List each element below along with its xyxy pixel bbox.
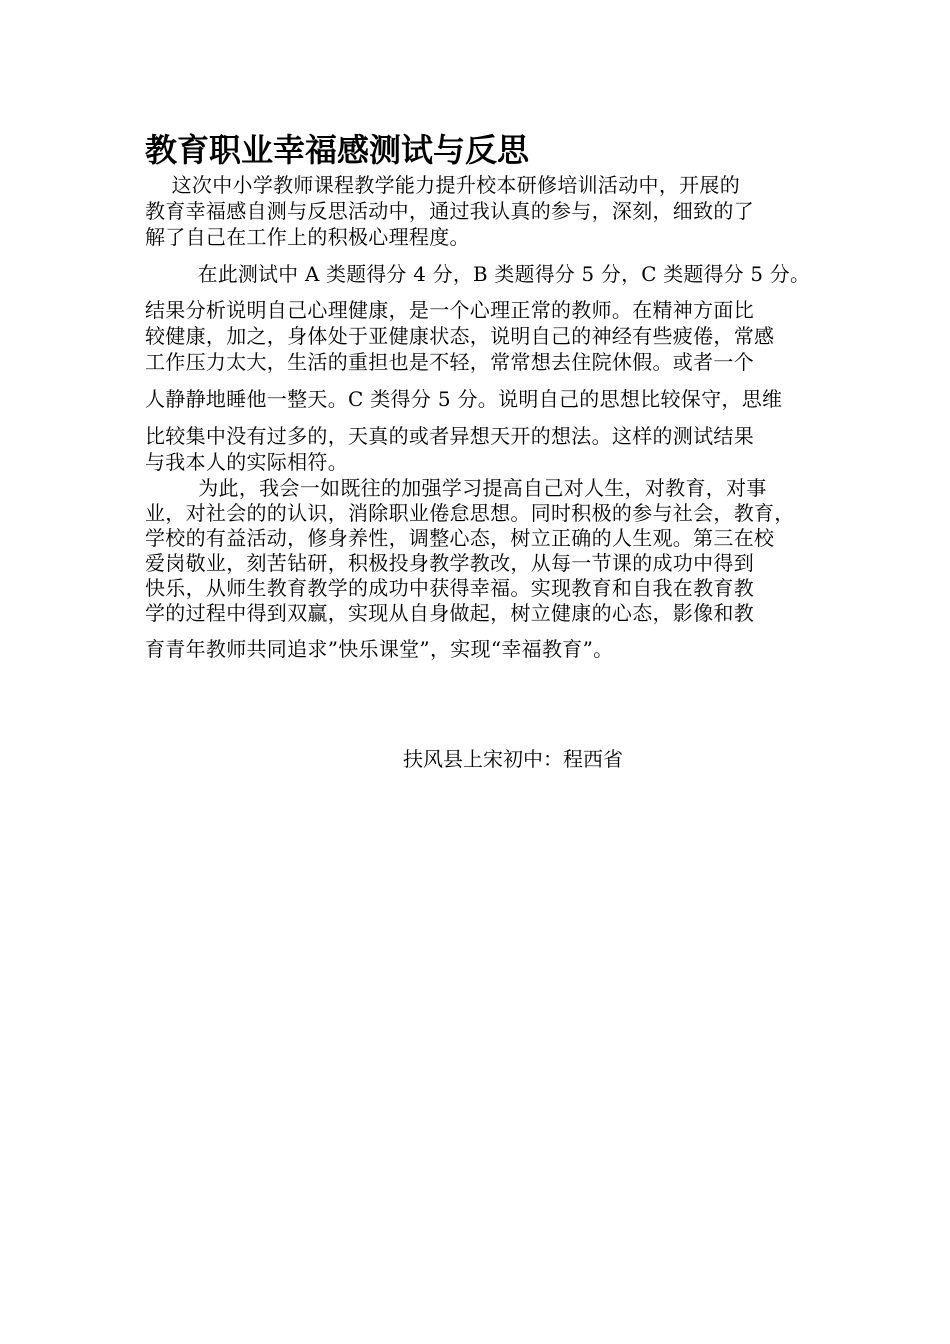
body-line-15: 快乐，从师生教育教学的成功中获得幸福。实现教育和自我在教育教: [145, 576, 754, 600]
body-line-1: 这次中小学教师课程教学能力提升校本研修培训活动中，开展的: [145, 173, 741, 197]
body-line-12: 业，对社会的的认识，消除职业倦怠思想。同时积极的参与社会，教育，: [145, 501, 795, 525]
body-line-4: 在此测试中 A 类题得分 4 分，B 类题得分 5 分，C 类题得分 5 分。: [145, 262, 811, 286]
body-line-8: 人静静地睡他一整天。C 类得分 5 分。说明自己的思想比较保守，思维: [145, 387, 783, 411]
body-line-17: 育青年教师共同追求”快乐课堂”，实现“幸福教育”。: [145, 637, 614, 661]
body-line-2: 教育幸福感自测与反思活动中，通过我认真的参与，深刻，细致的了: [145, 199, 754, 223]
document-title: 教育职业幸福感测试与反思: [145, 131, 530, 169]
body-line-13: 学校的有益活动，修身养性，调整心态，树立正确的人生观。第三在校: [145, 526, 775, 550]
body-line-10: 与我本人的实际相符。: [145, 450, 348, 474]
body-line-14: 爱岗敬业，刻苦钻研，积极投身教学教改，从每一节课的成功中得到: [145, 551, 754, 575]
body-line-11: 为此，我会一如既往的加强学习提高自己对人生，对教育，对事: [145, 476, 767, 500]
body-line-6: 较健康，加之，身体处于亚健康状态，说明自己的神经有些疲倦，常感: [145, 324, 775, 348]
body-line-3: 解了自己在工作上的积极心理程度。: [145, 225, 470, 249]
body-line-5: 结果分析说明自己心理健康，是一个心理正常的教师。在精神方面比: [145, 298, 754, 322]
body-line-9: 比较集中没有过多的，天真的或者异想天开的想法。这样的测试结果: [145, 424, 754, 448]
body-line-16: 学的过程中得到双赢，实现从自身做起，树立健康的心态，影像和教: [145, 601, 754, 625]
signature: 扶风县上宋初中：程西省: [403, 747, 623, 771]
body-line-7: 工作压力太大，生活的重担也是不轻，常常想去住院休假。或者一个: [145, 350, 754, 374]
